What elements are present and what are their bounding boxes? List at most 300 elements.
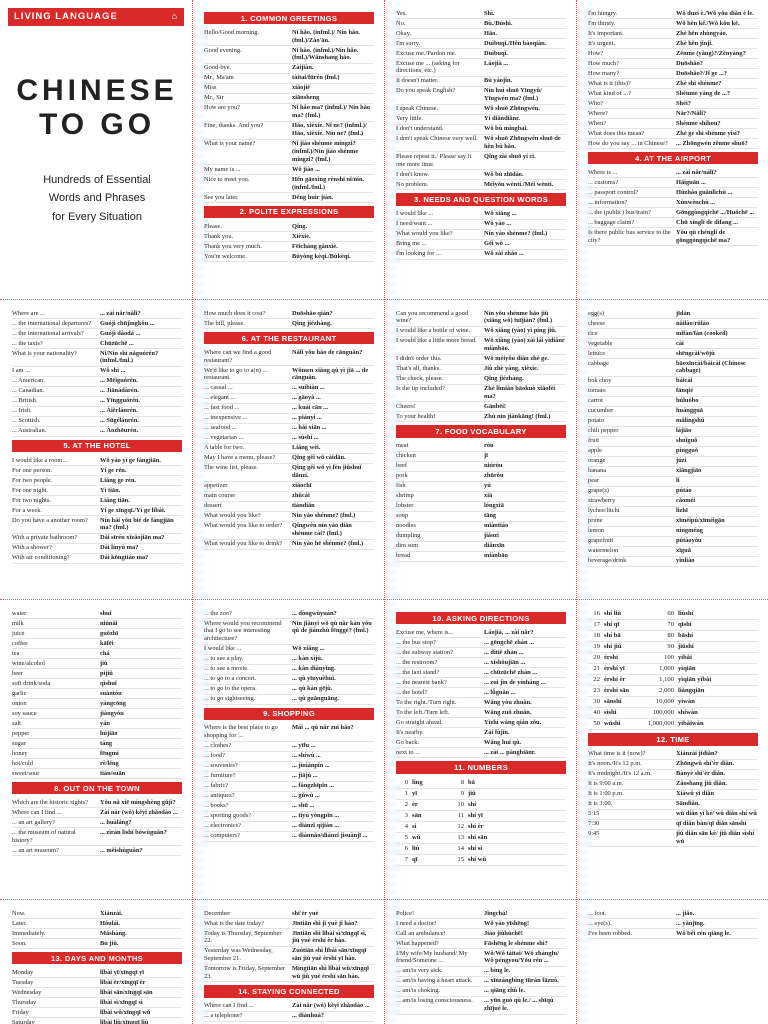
phrase-row [12, 516, 182, 534]
english-phrase: Where is the best place to go shopping for ... [204, 724, 278, 740]
number-word: èrshí [604, 654, 618, 662]
number-row [588, 719, 758, 730]
number-digit: 100 [664, 654, 674, 662]
phrase-row [204, 165, 374, 175]
phrase-row [396, 738, 566, 748]
phrase-list [396, 909, 566, 1015]
english-phrase: It's nearby. [396, 728, 424, 736]
phrase-row [396, 698, 566, 708]
number-digit: 17 [593, 621, 600, 629]
phrase-row [12, 554, 182, 564]
phrase-list [204, 909, 374, 982]
chinese-phrase: ... jiājù ... [292, 772, 318, 780]
phrase-row [12, 619, 182, 629]
number-digit: 1,000,000 [647, 720, 674, 728]
phrase-row [396, 997, 566, 1015]
number-row [396, 844, 566, 855]
phrase-row [588, 188, 758, 198]
phrase-row [588, 830, 758, 848]
chinese-phrase: Wǒ méiyǒu diǎn zhè ge. [484, 355, 549, 363]
english-phrase: Where can I find ... [204, 1002, 254, 1010]
chinese-phrase: guǒzhī [100, 629, 119, 637]
english-phrase: noodles [396, 522, 416, 530]
cover-title [12, 74, 182, 143]
number-digit: 70 [667, 621, 674, 629]
english-phrase: ... an art gallery? [12, 818, 55, 826]
english-phrase: For a week. [12, 506, 42, 514]
number-digit: 3 [404, 811, 408, 819]
phrase-row [396, 375, 566, 385]
phrase-row [12, 466, 182, 476]
phrase-row [396, 638, 566, 648]
english-phrase: That's all, thanks. [396, 365, 441, 373]
english-phrase: ... sporting goods? [204, 812, 252, 820]
phrase-row [588, 397, 758, 407]
phrase-row [204, 695, 374, 705]
phrase-list [588, 168, 758, 246]
section-header: 3. NEEDS AND QUESTION WORDS [396, 193, 566, 205]
english-phrase: carrot [588, 397, 603, 405]
english-phrase: ... Australian. [12, 427, 47, 435]
english-phrase: coffee [12, 639, 28, 647]
number-row [588, 686, 758, 697]
chinese-phrase: Zài nǎr (wǒ) kěyǐ zhǎodào ... [292, 1002, 370, 1010]
chinese-phrase: Míngtiān shì lǐbài wǔ/xīngqī wǔ jiǔ yuè èrshí sān hào. [292, 965, 369, 981]
chinese-phrase: xiǎochī [292, 482, 312, 490]
section-header: 9. SHOPPING [204, 708, 374, 720]
chinese-phrase: ... gōngchē zhàn ... [484, 638, 534, 646]
english-phrase: Miss [204, 84, 217, 92]
english-phrase: ... the hotel? [396, 688, 428, 696]
english-phrase: Excuse me ... (asking for directions, etc.) [396, 59, 460, 75]
number-row [588, 675, 758, 686]
english-phrase: ... antiques? [204, 792, 235, 800]
english-phrase: ... the (public) bus/train? [588, 208, 651, 216]
phrase-row [12, 978, 182, 988]
panel-drinks-town [0, 600, 192, 900]
phrase-row [204, 28, 374, 46]
english-phrase: How? [588, 49, 604, 57]
chinese-phrase: ... xǐshǒujiān ... [484, 658, 526, 666]
english-phrase: ... foot. [588, 909, 607, 917]
english-phrase: chili pepper [588, 427, 619, 435]
phrase-row [588, 467, 758, 477]
chinese-phrase: Wǒ xiǎng ... [292, 645, 325, 653]
chinese-phrase: Bù yàojǐn. [484, 77, 513, 85]
phrase-row [396, 728, 566, 738]
phrase-list [588, 309, 758, 567]
phrase-row [588, 929, 758, 939]
chinese-phrase: ... zuì jìn de yínháng ... [484, 678, 546, 686]
chinese-phrase: Yì tiān. [100, 486, 121, 494]
chinese-phrase: Jiù zhè yàng, xièxie. [484, 365, 539, 373]
chinese-phrase: ... qiāng zhù le. [484, 987, 526, 995]
chinese-phrase: Nǎlǐ yǒu hǎo de cānguǎn? [292, 348, 363, 356]
phrase-row [396, 135, 566, 153]
panel-numbers-time [576, 600, 768, 900]
phrase-list [12, 798, 182, 856]
phrase-row [12, 417, 182, 427]
english-phrase: It's important. [588, 29, 624, 37]
english-phrase: cucumber [588, 407, 614, 415]
phrase-list [588, 9, 758, 149]
phrase-list [204, 1002, 374, 1022]
english-phrase: sugar [12, 739, 26, 747]
chinese-phrase: Nǐ/Nín shì nǎguórén? (infml./fml.) [100, 349, 159, 365]
chinese-phrase: Xùnwènchù ... [676, 198, 716, 206]
chinese-phrase: Zhè lǐmiàn bāokuò xiǎofèi ma? [484, 385, 556, 401]
chinese-phrase: ... huàláng? [100, 818, 132, 826]
english-phrase: Today is Thursday, September 22. [204, 929, 282, 945]
chinese-phrase: píngguǒ [676, 447, 699, 455]
phrase-row [588, 919, 758, 929]
english-phrase: 7:30 [588, 820, 600, 828]
english-phrase: ... the bus stop? [396, 638, 436, 646]
phrase-row [588, 780, 758, 790]
chinese-phrase: ... Yīngguórén. [100, 397, 141, 405]
phrase-list [204, 609, 374, 705]
english-phrase: ... furniture? [204, 772, 236, 780]
english-phrase: I would like a room... [12, 456, 68, 464]
english-phrase: Thank you. [204, 232, 234, 240]
chinese-phrase: Qǐng. [292, 222, 308, 230]
number-row [396, 822, 566, 833]
english-phrase: ... inexpensive ... [204, 414, 248, 422]
cover-tagline [12, 171, 182, 227]
number-digit: 2,000 [659, 687, 674, 695]
english-phrase: ... am/is choking. [396, 987, 441, 995]
chinese-phrase: Qǐng jiézhàng. [292, 319, 332, 327]
english-phrase: fruit [588, 437, 600, 445]
phrase-row [396, 9, 566, 19]
chinese-phrase: Wǒ shì ... [100, 367, 126, 375]
english-phrase: No problem. [396, 180, 429, 188]
english-phrase: It's noon./It's 12 p.m. [588, 760, 642, 768]
phrase-row [396, 309, 566, 327]
phrase-row [396, 49, 566, 59]
english-phrase: December [204, 909, 231, 917]
number-word: sìshí [604, 709, 617, 717]
phrase-row [12, 1018, 182, 1024]
phrase-row [396, 472, 566, 482]
english-phrase: For two people. [12, 476, 53, 484]
phrase-row [396, 180, 566, 190]
chinese-phrase: ... qù guānguāng. [292, 695, 339, 703]
phrase-row [588, 129, 758, 139]
chinese-phrase: Qǐng gěi wǒ yì fèn jiǔshuǐ dānzi. [292, 464, 362, 480]
phrase-row [12, 427, 182, 437]
chinese-phrase: ... hǎi xiān ... [292, 424, 327, 432]
english-phrase: orange [588, 457, 606, 465]
english-phrase: Tomorrow is Friday, September 23. [204, 965, 286, 981]
english-phrase: garlic [12, 689, 27, 697]
number-digit: 8 [460, 778, 464, 786]
english-phrase: Where is ... [588, 168, 618, 176]
phrase-row [12, 998, 182, 1008]
english-phrase: juice [12, 629, 25, 637]
phrase-row [204, 104, 374, 122]
english-phrase: Go straight ahead. [396, 718, 443, 726]
chinese-phrase: Duìbuqǐ. [484, 49, 508, 57]
number-row [588, 653, 758, 664]
english-phrase: Mr., Sir [204, 94, 224, 102]
phrase-row [204, 74, 374, 84]
chinese-phrase: Mǎi ... qù nǎr zuì hǎo? [292, 724, 354, 732]
number-word: bāshí [678, 632, 694, 640]
chinese-phrase: niúròu [484, 462, 503, 470]
panel-days [0, 900, 192, 1024]
english-phrase: next to ... [396, 748, 420, 756]
phrase-row [204, 366, 374, 384]
chinese-phrase: Yí ge rén. [100, 466, 127, 474]
number-digit: 10,000 [655, 698, 674, 706]
chinese-phrase: Gānbēi! [484, 403, 507, 411]
chinese-phrase: júzi [676, 457, 687, 465]
phrase-row [396, 327, 566, 337]
english-phrase: What would you like to order? [204, 522, 283, 530]
english-phrase: Mr., Ma'am [204, 74, 234, 82]
chinese-phrase: rè/lěng [100, 759, 119, 767]
phrase-row [588, 218, 758, 228]
chinese-phrase: ... dìtiě zhàn ... [484, 648, 524, 656]
phrase-row [588, 319, 758, 329]
chinese-phrase: Zhè ge shì shénme yìsi? [676, 129, 740, 137]
number-digit: 13 [457, 833, 464, 841]
tagline-line: for Every Situation [52, 210, 142, 223]
english-phrase: No. [396, 19, 406, 27]
chinese-phrase: Hěn gāoxìng rènshi nǐ/nín. (infml./fml.) [292, 175, 365, 191]
phrase-row [396, 355, 566, 365]
english-phrase: ... souvenirs? [204, 762, 238, 770]
phrase-row [396, 77, 566, 87]
number-row [396, 811, 566, 822]
number-word: liǎngqiān [678, 687, 705, 695]
phrase-list [204, 348, 374, 549]
english-phrase: I would like a little more bread. [396, 337, 477, 345]
phrase-row [12, 377, 182, 387]
english-phrase: To the right./Turn right. [396, 698, 457, 706]
english-phrase: Fine, thanks. And you? [204, 122, 264, 130]
chinese-phrase: ... sùshí ... [292, 434, 319, 442]
chinese-phrase: fēngmì [100, 749, 119, 757]
chinese-phrase: Zuótiān shì lǐbài sān/xīngqī sān jiǔ yuè èrshí yī hào. [292, 947, 367, 963]
english-phrase: Where? [588, 109, 608, 117]
english-phrase: We'd like to go to a(n) ... restaurant. [204, 366, 268, 382]
chinese-phrase: Qǐngwèn nín yào diǎn shénme cài? (fml.) [292, 522, 352, 538]
chinese-phrase: yán [100, 719, 110, 727]
chinese-phrase: Yìzhí wǎng qián zǒu. [484, 718, 542, 726]
chinese-phrase: zhǔcài [292, 492, 310, 500]
english-phrase: I need/want ... [396, 220, 433, 228]
english-phrase: ... eye(s). [588, 919, 612, 927]
phrase-row [12, 639, 182, 649]
english-phrase: rice [588, 329, 598, 337]
chinese-phrase: lǐbài liù/xīngqī liù [100, 1018, 149, 1024]
english-phrase: Bring me ... [396, 240, 427, 248]
english-phrase: When? [588, 119, 607, 127]
chinese-phrase: miàntiáo [484, 522, 509, 530]
phrase-row [588, 770, 758, 780]
english-phrase: ... passport control? [588, 188, 639, 196]
number-digit: 50 [593, 720, 600, 728]
chinese-phrase: ... jìniànpǐn ... [292, 762, 330, 770]
phrase-row [396, 230, 566, 240]
chinese-phrase: Nín yào shénme? (fml.) [292, 512, 356, 520]
chinese-phrase: ... Měiguórén. [100, 377, 138, 385]
english-phrase: ... the taxis? [12, 339, 43, 347]
number-word: shí [468, 800, 477, 808]
english-phrase: Where are ... [12, 309, 45, 317]
phrase-row [12, 309, 182, 319]
phrase-row [204, 609, 374, 619]
number-digit: 1,000 [659, 665, 674, 673]
phrase-row [204, 919, 374, 929]
english-phrase: I didn't order this. [396, 355, 442, 363]
english-phrase: For two nights. [12, 496, 51, 504]
phrase-row [12, 749, 182, 759]
chinese-phrase: shuǐ [100, 609, 112, 617]
english-phrase: soy sauce [12, 709, 37, 717]
chinese-phrase: Qǐng zài shuō yí cì. [484, 153, 536, 161]
phrase-row [204, 404, 374, 414]
english-phrase: It is 9:00 a.m. [588, 780, 624, 788]
chinese-phrase: fānqié [676, 387, 694, 395]
chinese-phrase: Zài nǎr (wǒ) kěyǐ zhǎodào ... [100, 808, 178, 816]
phrase-row [588, 99, 758, 109]
chinese-phrase: Liǎng tiān. [100, 496, 130, 504]
chinese-phrase: Méiyǒu wèntí./Méi wèntí. [484, 180, 554, 188]
phrase-row [588, 909, 758, 919]
panel-months-connected [192, 900, 384, 1024]
phrase-row [396, 240, 566, 250]
phrase-row [12, 609, 182, 619]
english-phrase: Cheers! [396, 403, 416, 411]
english-phrase: I'm looking for ... [396, 250, 441, 258]
phrase-row [588, 477, 758, 487]
phrase-row [12, 329, 182, 339]
chinese-phrase: làjiāo [676, 427, 692, 435]
english-phrase: Where can we find a good restaurant? [204, 348, 272, 364]
number-digit: 0 [404, 778, 408, 786]
chinese-phrase: ... xīnzàngbìng tūrán fāzuò. [484, 977, 559, 985]
english-phrase: Thursday [12, 998, 37, 1006]
phrase-row [12, 456, 182, 466]
number-digit: 19 [593, 643, 600, 651]
chinese-phrase: diǎnxīn [484, 542, 505, 550]
chinese-phrase: cǎoméi [676, 497, 696, 505]
english-phrase: beer [12, 669, 23, 677]
phrase-list [396, 628, 566, 758]
phrase-row [396, 748, 566, 758]
english-phrase: ... to see a play. [204, 655, 244, 663]
number-digit: 14 [457, 844, 464, 852]
english-phrase: ... am/is losing consciousness. [396, 997, 473, 1005]
english-phrase: I'm thirsty. [588, 19, 616, 27]
english-phrase: ... vegetarian ... [204, 434, 244, 442]
phrase-row [396, 170, 566, 180]
number-word: shíwàn [678, 709, 698, 717]
chinese-phrase: Nǐ hǎo. (infml.)/Nín hǎo. (fml.)/Wǎnshang hǎo. [292, 46, 359, 62]
english-phrase: You're welcome. [204, 252, 247, 260]
phrase-row [396, 492, 566, 502]
phrase-row [204, 665, 374, 675]
chinese-phrase: Wǎng yòu zhuǎn. [484, 698, 532, 706]
chinese-phrase: jiàngyóu [100, 709, 124, 717]
english-phrase: ... clothes? [204, 742, 232, 750]
phrase-row [396, 668, 566, 678]
english-phrase: What kind of ...? [588, 89, 631, 97]
chinese-phrase: Wǒ yào yì ge fángjiān. [100, 456, 161, 464]
chinese-phrase: Chū xínglǐ de dìfang ... [676, 218, 738, 226]
chinese-phrase: ... qù yīnyuèhuì. [292, 675, 336, 683]
chinese-phrase: ... qù kàn gējù. [292, 685, 333, 693]
chinese-phrase: jīdàn [676, 309, 691, 317]
chinese-phrase: ... yīfu ... [292, 742, 316, 750]
phrase-row [204, 140, 374, 166]
english-phrase: ... casual ... [204, 384, 233, 392]
chinese-phrase: Qǐng gěi wǒ càidān. [292, 454, 346, 462]
english-phrase: ... American. [12, 377, 45, 385]
english-phrase: ... elegant ... [204, 394, 236, 402]
chinese-phrase: ... jiǎo. [676, 909, 695, 917]
chinese-phrase: Zhōngwǔ shí'èr diǎn. [676, 760, 734, 768]
number-digit: 2 [404, 800, 408, 808]
phrase-row [12, 919, 182, 929]
chinese-phrase: Wǒ bèi rén qiǎng le. [676, 929, 731, 937]
chinese-phrase: kāfēi [100, 639, 114, 647]
number-digit: 18 [593, 632, 600, 640]
chinese-phrase: Bù./Búshì. [484, 19, 513, 27]
number-word: shí bā [604, 632, 621, 640]
english-phrase: What time is it (now)? [588, 750, 646, 758]
phrase-list [204, 724, 374, 842]
phrase-row [204, 782, 374, 792]
phrase-row [204, 64, 374, 74]
english-phrase: vegetable [588, 339, 613, 347]
phrase-row [12, 846, 182, 856]
english-phrase: ... fabric? [204, 782, 229, 790]
chinese-phrase: Bànyè shí'èr diǎn. [676, 770, 726, 778]
panel-directions-numbers [384, 600, 576, 900]
phrase-row [396, 115, 566, 125]
chinese-phrase: Yǒu qù chéngli de gōnggòngqìchē ma? [676, 228, 731, 244]
chinese-phrase: Wǒ yào yīshēng! [484, 919, 530, 927]
phrase-row [12, 629, 182, 639]
phrase-row [12, 929, 182, 939]
chinese-phrase: ... Àiěrlánrén. [100, 407, 138, 415]
number-row [588, 631, 758, 642]
english-phrase: Call an ambulance! [396, 929, 446, 937]
chinese-phrase: Wǒ bù míngbai. [484, 125, 528, 133]
chinese-phrase: lóngxiā [484, 502, 504, 510]
phrase-row [396, 365, 566, 375]
number-word: yìbǎiwàn [678, 720, 704, 728]
tagline-line: Hundreds of Essential [43, 173, 151, 186]
chinese-phrase: yú [484, 482, 491, 490]
phrase-row [204, 46, 374, 64]
chinese-phrase: qī diǎn bàn/qī diǎn sānshí [676, 820, 747, 828]
phrase-row [588, 359, 758, 377]
section-header: 11. NUMBERS [396, 761, 566, 773]
chinese-phrase: nǎilào/rǔlào [676, 319, 710, 327]
phrase-row [588, 49, 758, 59]
english-phrase: dumpling [396, 532, 421, 540]
phrase-list [588, 909, 758, 939]
brand-logo [8, 8, 184, 26]
number-word: shí qī [604, 621, 620, 629]
chinese-phrase: Zhè hěn zhòngyào. [676, 29, 728, 37]
english-phrase: Yes. [396, 9, 407, 17]
